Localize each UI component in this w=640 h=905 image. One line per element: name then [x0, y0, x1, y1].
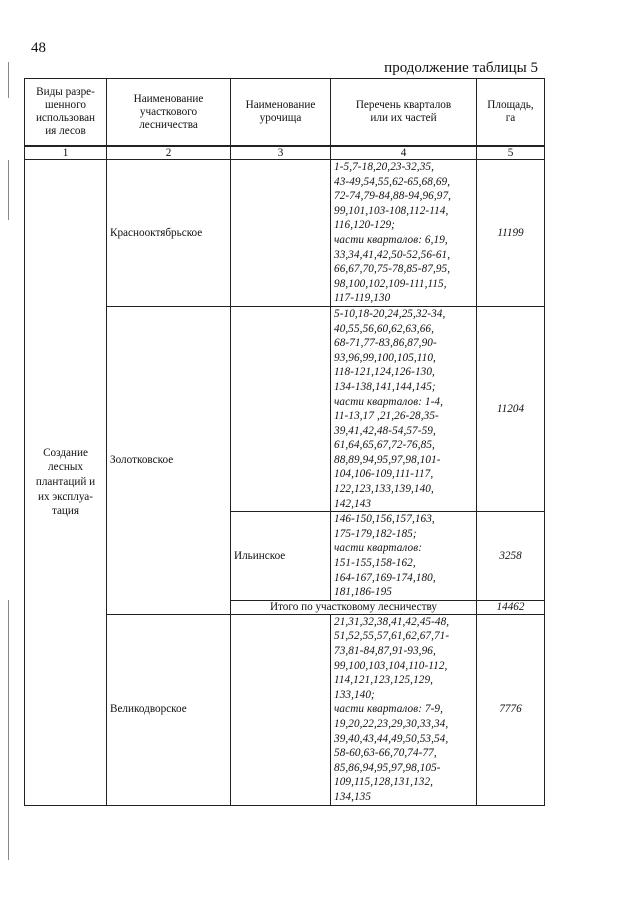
area-cell: 7776: [477, 614, 545, 805]
column-header-tract: Наименование урочища: [231, 79, 331, 147]
column-number: 5: [477, 146, 545, 160]
column-header-quarters: Перечень кварталов или их частей: [331, 79, 477, 147]
area-cell: 11204: [477, 306, 545, 511]
column-number: 2: [107, 146, 231, 160]
header-row: [25, 79, 545, 147]
tract-cell: [231, 160, 331, 307]
forest-usage-table: [24, 78, 545, 806]
column-number-row: [25, 146, 545, 160]
quarters-cell: 21,31,32,38,41,42,45-48, 51,52,55,57,61,62,67,71- 73,81-84,87,91-93,96, 99,100,103,104,110-112, 114,121,123,125,129, 133,140; части кварталов: 7-9, 19,20,22,23,29,30,33,34, 39,40,43,44,49,50,53,54, 58-60,63-66,70,74-77, 85,86,94,95,97,98,105- 109,115,128,131,132, 134,135: [331, 614, 477, 805]
column-header-area: Площадь, га: [477, 79, 545, 147]
scan-edge-mark: [8, 160, 9, 220]
subtotal-label: Итого по участковому лесничеству: [231, 600, 477, 614]
forestry-cell: Золотковское: [107, 306, 231, 614]
tract-cell: [231, 614, 331, 805]
usage-type-cell: Создание лесных плантаций и их эксплуа- тация: [25, 160, 107, 806]
column-header-usage-type: Виды разре- шенного использован ия лесов: [25, 79, 107, 147]
page-number: 48: [31, 40, 46, 56]
quarters-cell: 1-5,7-18,20,23-32,35, 43-49,54,55,62-65,68,69, 72-74,79-84,88-94,96,97, 99,101,103-108,112-114, 116,120-129; части кварталов: 6,19, 33,34,41,42,50-52,56-61, 66,67,70,75-78,85-87,95, 98,100,102,109-111,115, 117-119,130: [331, 160, 477, 307]
scan-edge-mark: [8, 62, 9, 98]
column-number: 1: [25, 146, 107, 160]
column-number: 4: [331, 146, 477, 160]
area-cell: 11199: [477, 160, 545, 307]
tract-cell: [231, 306, 331, 511]
area-cell: 3258: [477, 512, 545, 601]
scan-edge-mark: [8, 600, 9, 860]
column-number: 3: [231, 146, 331, 160]
quarters-cell: 146-150,156,157,163, 175-179,182-185; части кварталов: 151-155,158-162, 164-167,169-174,180, 181,186-195: [331, 512, 477, 601]
subtotal-area: 14462: [477, 600, 545, 614]
quarters-cell: 5-10,18-20,24,25,32-34, 40,55,56,60,62,63,66, 68-71,77-83,86,87,90- 93,96,99,100,105,110, 118-121,124,126-130, 134-138,141,144,145; части кварталов: 1-4, 11-13,17 ,21,26-28,35- 39,41,42,48-54,57-59, 61,64,65,67,72-76,85, 88,89,94,95,97,98,101- 104,106-109,111-117, 122,123,133,139,140, 142,143: [331, 306, 477, 511]
table-continuation-caption: продолжение таблицы 5: [384, 60, 538, 76]
forestry-cell: Великодворское: [107, 614, 231, 805]
column-header-forestry: Наименование участкового лесничества: [107, 79, 231, 147]
forestry-cell: Краснооктябрьское: [107, 160, 231, 307]
tract-cell: Ильинское: [231, 512, 331, 601]
table-row: [25, 160, 545, 307]
